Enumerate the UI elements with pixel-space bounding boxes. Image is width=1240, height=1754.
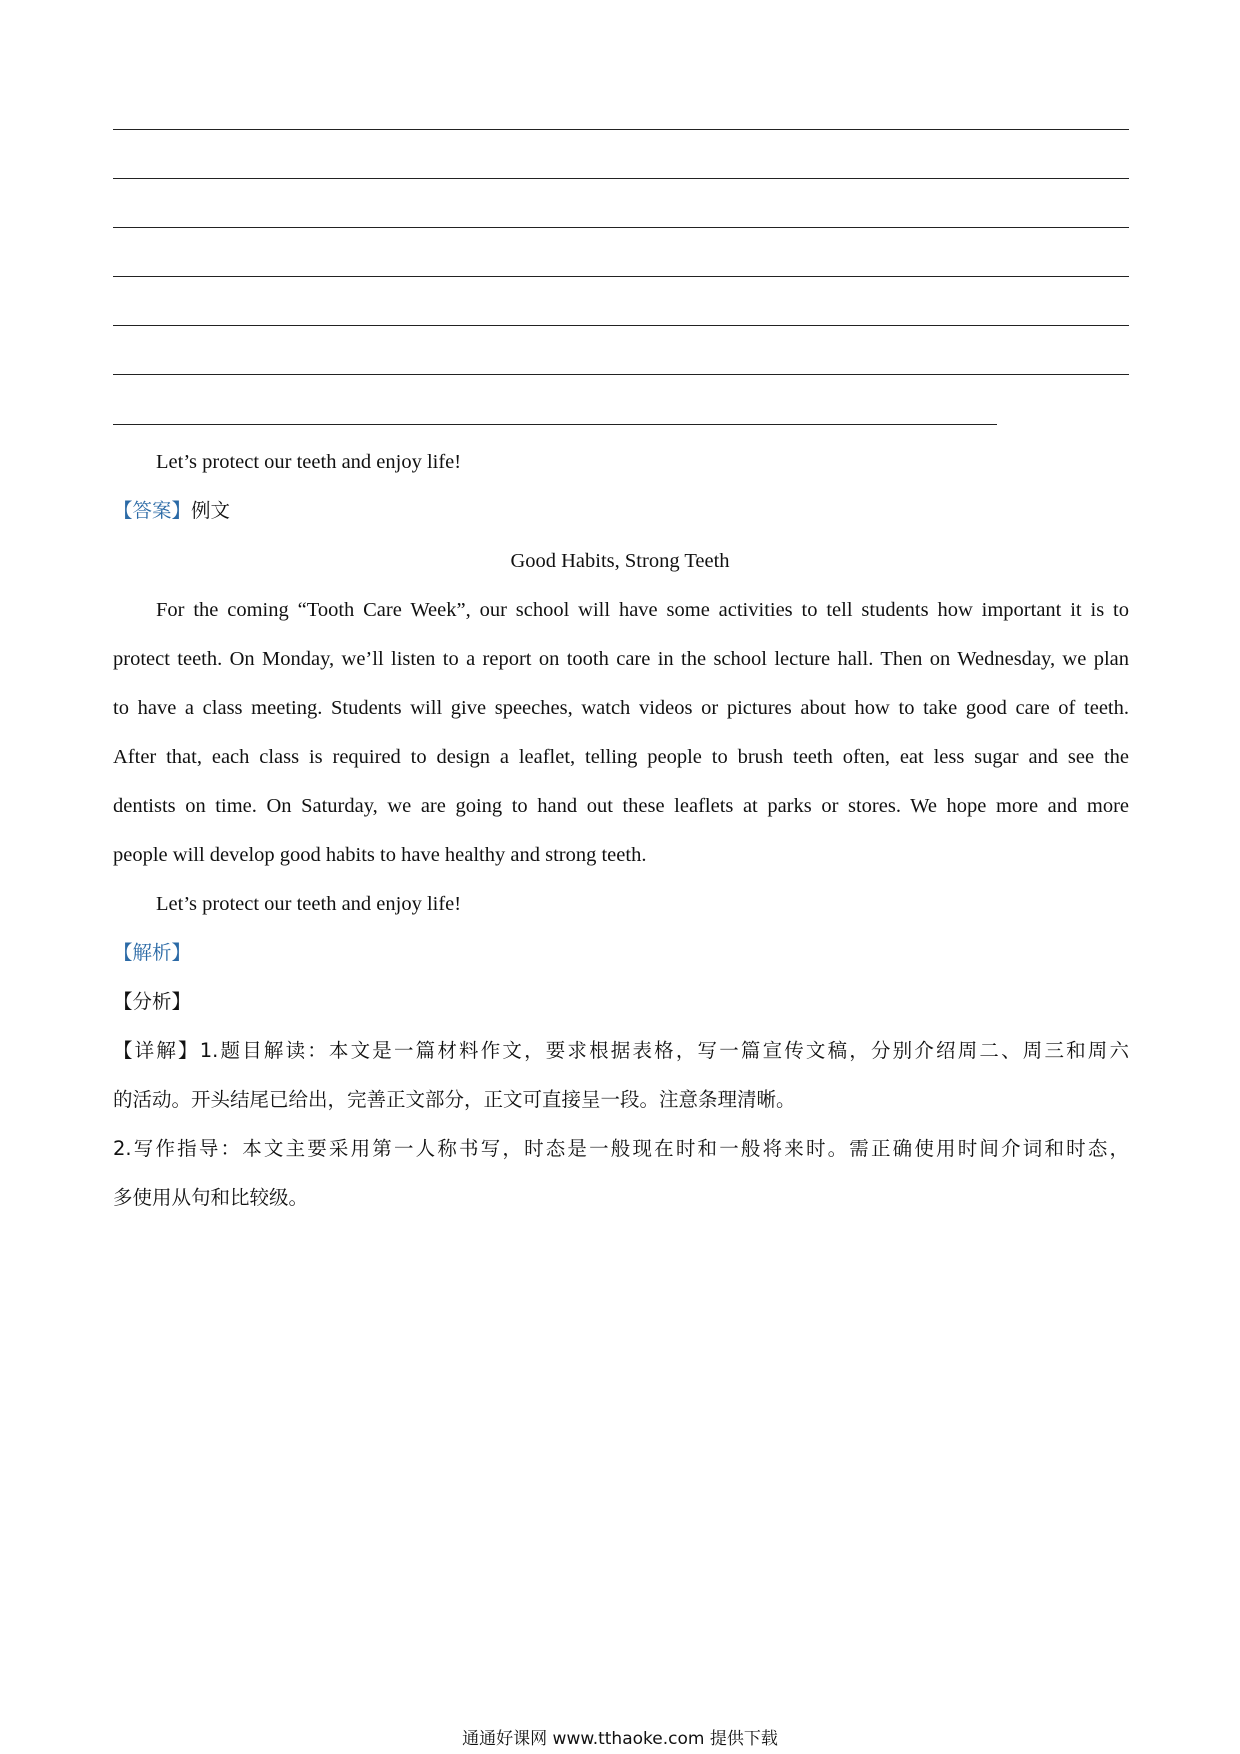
detail-text-1: 1.题目解读：本文是一篇材料作文，要求根据表格，写一篇宣传文稿，分别介绍周二、周三和周六 xyxy=(199,1039,1129,1062)
essay-line-5: dentists on time. On Saturday, we are going to hand out these leaflets at parks or stores. We hope more and more xyxy=(113,795,1129,817)
analysis-label: 【解析】 xyxy=(113,941,192,964)
writing-line xyxy=(113,424,997,425)
writing-line xyxy=(113,129,1129,130)
essay-closing: Let’s protect our teeth and enjoy life! xyxy=(156,893,462,915)
closing-prompt: Let’s protect our teeth and enjoy life! xyxy=(156,451,462,473)
essay-line-4: After that, each class is required to design a leaflet, telling people to brush teeth often, eat less sugar and see the xyxy=(113,746,1129,768)
answer-heading xyxy=(113,497,230,525)
writing-line xyxy=(113,374,1129,375)
detail-line-4: 多使用从句和比较级。 xyxy=(113,1186,309,1209)
fenxi-label: 【分析】 xyxy=(113,990,192,1013)
detail-line-2: 的活动。开头结尾已给出，完善正文部分，正文可直接呈一段。注意条理清晰。 xyxy=(113,1088,796,1111)
writing-line xyxy=(113,325,1129,326)
essay-line-6: people will develop good habits to have healthy and strong teeth. xyxy=(113,844,647,866)
essay-title: Good Habits, Strong Teeth xyxy=(510,550,730,572)
writing-line xyxy=(113,276,1129,277)
essay-line-1: For the coming “Tooth Care Week”, our school will have some activities to tell students how important it is to xyxy=(156,599,1129,621)
writing-line xyxy=(113,178,1129,179)
detail-label: 【详解】 xyxy=(113,1039,200,1062)
page-footer: 通通好课网 www.tthaoke.com 提供下载 xyxy=(462,1729,778,1749)
detail-line-3: 2.写作指导：本文主要采用第一人称书写，时态是一般现在时和一般将来时。需正确使用时间介词和时态， xyxy=(113,1137,1129,1160)
answer-tag: 例文 xyxy=(191,499,231,522)
writing-line xyxy=(113,227,1129,228)
answer-label: 【答案】 xyxy=(113,499,192,522)
essay-line-3: to have a class meeting. Students will give speeches, watch videos or pictures about how to take good care of teeth. xyxy=(113,697,1129,719)
essay-line-2: protect teeth. On Monday, we’ll listen to a report on tooth care in the school lecture hall. Then on Wednesday, we plan xyxy=(113,648,1129,670)
detail-line-1 xyxy=(113,1037,1129,1065)
